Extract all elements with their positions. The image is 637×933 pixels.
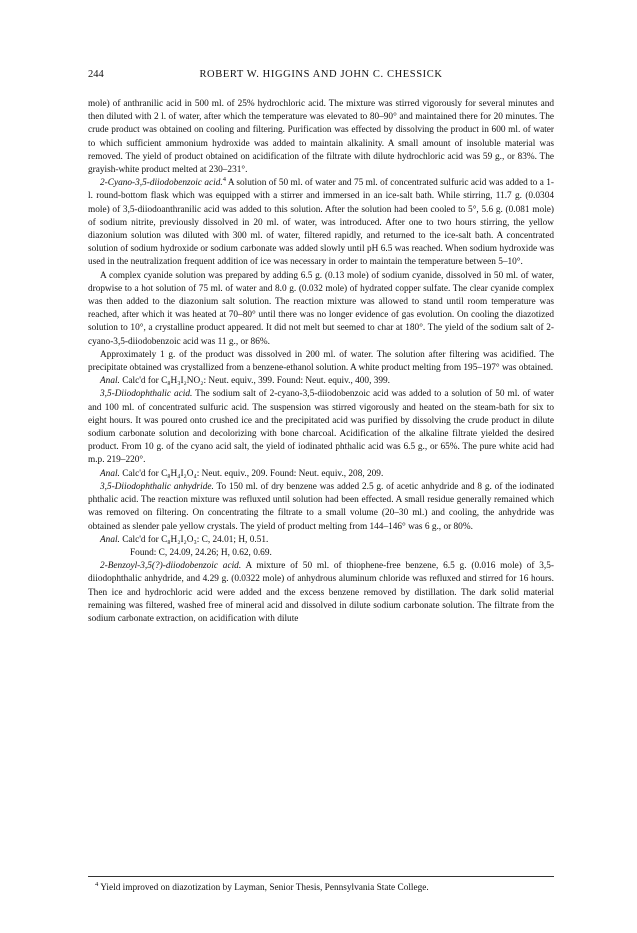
page-header xyxy=(88,68,554,82)
paragraph-cyanide-complex: A complex cyanide solution was prepared by adding 6.5 g. (0.13 mole) of sodium cyanide, dissolved in 50 ml. of water, dropwise to a hot solution of 75 ml. of water and 8.0 g. (0.032 mole) of hydrated copper sulfate. The clear cyanide complex was then added to the diazonium salt solution. The reaction mixture was allowed to stand until room temperature was reached, after which it was heated at 70–80° until there was no longer evidence of gas evolution. On cooling the diazotized solution to 10°, a crystalline product appeared. It did not melt but seemed to char at 180°. The yield of the sodium salt of 2-cyano-3,5-diiodobenzoic acid was 11 g., or 86%. xyxy=(88,270,554,347)
anal-label: Anal. xyxy=(100,376,120,387)
anal-label: Anal. xyxy=(100,468,120,479)
paragraph-phthalic-acid xyxy=(88,388,554,467)
footnote xyxy=(88,882,554,895)
paragraph-text: The sodium salt of 2-cyano-3,5-diiodobenzoic acid was added to a solution of 50 ml. of water and 100 ml. of concentrated sulfuric acid. The suspension was stirred vigorously and heated on the steam-bath for six to eight hours. It was poured onto crushed ice and the precipitated acid was purified by dissolving the crude product in dilute sodium carbonate solution and decolorizing with bone charcoal. Acidification of the alkaline filtrate yielded the desired product. From 10 g. of the cyano acid salt, the yield of iodinated phthalic acid was 6.5 g., or 65%. The pure white acid had m.p. 219–220°. xyxy=(88,389,554,466)
section-title-phthalic-acid: 3,5-Diiodophthalic acid. xyxy=(100,389,193,400)
analysis-text: Calc'd for C₈H₂I₂O₃: C, 24.01; H, 0.51. xyxy=(119,534,269,545)
section-title-cyano-acid: 2-Cyano-3,5-diiodobenzoic acid. xyxy=(100,178,223,189)
footnote-divider xyxy=(88,876,554,877)
section-title-anhydride: 3,5-Diiodophthalic anhydride. xyxy=(100,481,214,492)
section-title-benzoyl-acid: 2-Benzoyl-3,5(?)-diiodobenzoic acid. xyxy=(100,561,242,572)
analysis-line-3 xyxy=(88,534,554,547)
analysis-line-2 xyxy=(88,468,554,481)
paragraph-continuation: mole) of anthranilic acid in 500 ml. of 25% hydrochloric acid. The mixture was stirred vigorously for several minutes and then diluted with 2 l. of water, after which the temperature was elevated to 80–90° and maintained there for 20 minutes. The crude product was obtained on cooling and filtering. Purification was effected by dissolving the product in 600 ml. of water to which sufficient ammonium hydroxide was added to maintain alkalinity. A small amount of insoluble material was removed. The yield of product obtained on acidification of the filtrate with dilute hydrochloric acid was 59 g., or 83%. The grayish-white product melted at 230–231°. xyxy=(88,99,554,176)
paragraph-text: A mixture of 50 ml. of thiophene-free benzene, 6.5 g. (0.016 mole) of 3,5-diiodophthalic anhydride, and 4.29 g. (0.0322 mole) of anhydrous aluminum chloride was refluxed and stirred for 16 hours. Then ice and hydrochloric acid were added and the excess benzene removed by distillation. The dark solid material remaining was filtered, washed free of mineral acid and dissolved in dilute sodium carbonate solution. The filtrate from the sodium carbonate extraction, on acidification with dilute xyxy=(88,561,554,624)
anal-label: Anal. xyxy=(100,534,120,545)
analysis-line-1 xyxy=(88,375,554,388)
paragraph-crystallization: Approximately 1 g. of the product was dissolved in 200 ml. of water. The solution after filtering was acidified. The precipitate obtained was crystallized from a benzene-ethanol solution. A white product melting from 195–197° was obtained. xyxy=(88,349,554,374)
body-text xyxy=(88,98,554,626)
analysis-text: Calc'd for C₈H₃I₂NO₂: Neut. equiv., 399. Found: Neut. equiv., 400, 399. xyxy=(119,376,390,387)
paragraph-anhydride xyxy=(88,481,554,534)
footnote-text: Yield improved on diazotization by Layman, Senior Thesis, Pennsylvania State College. xyxy=(98,883,429,893)
paragraph-text: A solution of 50 ml. of water and 75 ml. of concentrated sulfuric acid was added to a 1-l. round-bottom flask which was equipped with a stirrer and immersed in an ice-salt bath. While stirring, 11.7 g. (0.0304 mole) of 3,5-diiodoanthranilic acid was added to this solution. After the solution had been cooled to 5°, 5.6 g. (0.081 mole) of sodium nitrite, previously dissolved in 20 ml. of water, was introduced. After one to two hours stirring, the yellow diazonium solution was diluted with 300 ml. of water, filtered rapidly, and returned to the ice-salt bath. A concentrated solution of sodium hydroxide or sodium carbonate was added slowly until pH 6.5 was reached. When sodium hydroxide was used in the neutralization frequent addition of ice was necessary in order to maintain the temperature between 5–10°. xyxy=(88,178,554,268)
found-line: Found: C, 24.09, 24.26; H, 0.62, 0.69. xyxy=(130,547,272,558)
page-number: 244 xyxy=(88,69,104,80)
footnote-ref: 4 xyxy=(222,176,226,184)
footnote-mark: 4 xyxy=(94,880,99,888)
running-title: ROBERT W. HIGGINS AND JOHN C. CHESSICK xyxy=(199,69,443,80)
paragraph-benzoyl-acid xyxy=(88,560,554,626)
paragraph-cyano-acid xyxy=(88,177,554,269)
analysis-text: Calc'd for C₈H₄I₂O₄: Neut. equiv., 209. Found: Neut. equiv., 208, 209. xyxy=(119,468,384,479)
paragraph-text: To 150 ml. of dry benzene was added 2.5 g. of acetic anhydride and 8 g. of the iodinated phthalic acid. The reaction mixture was refluxed until solution had been effected. A small residue generally remained which was removed on filtering. On concentrating the filtrate to a small volume (20–30 ml.) and cooling, the anhydride was obtained as slender pale yellow crystals. The yield of product melting from 144–146° was 6 g., or 80%. xyxy=(88,481,554,532)
